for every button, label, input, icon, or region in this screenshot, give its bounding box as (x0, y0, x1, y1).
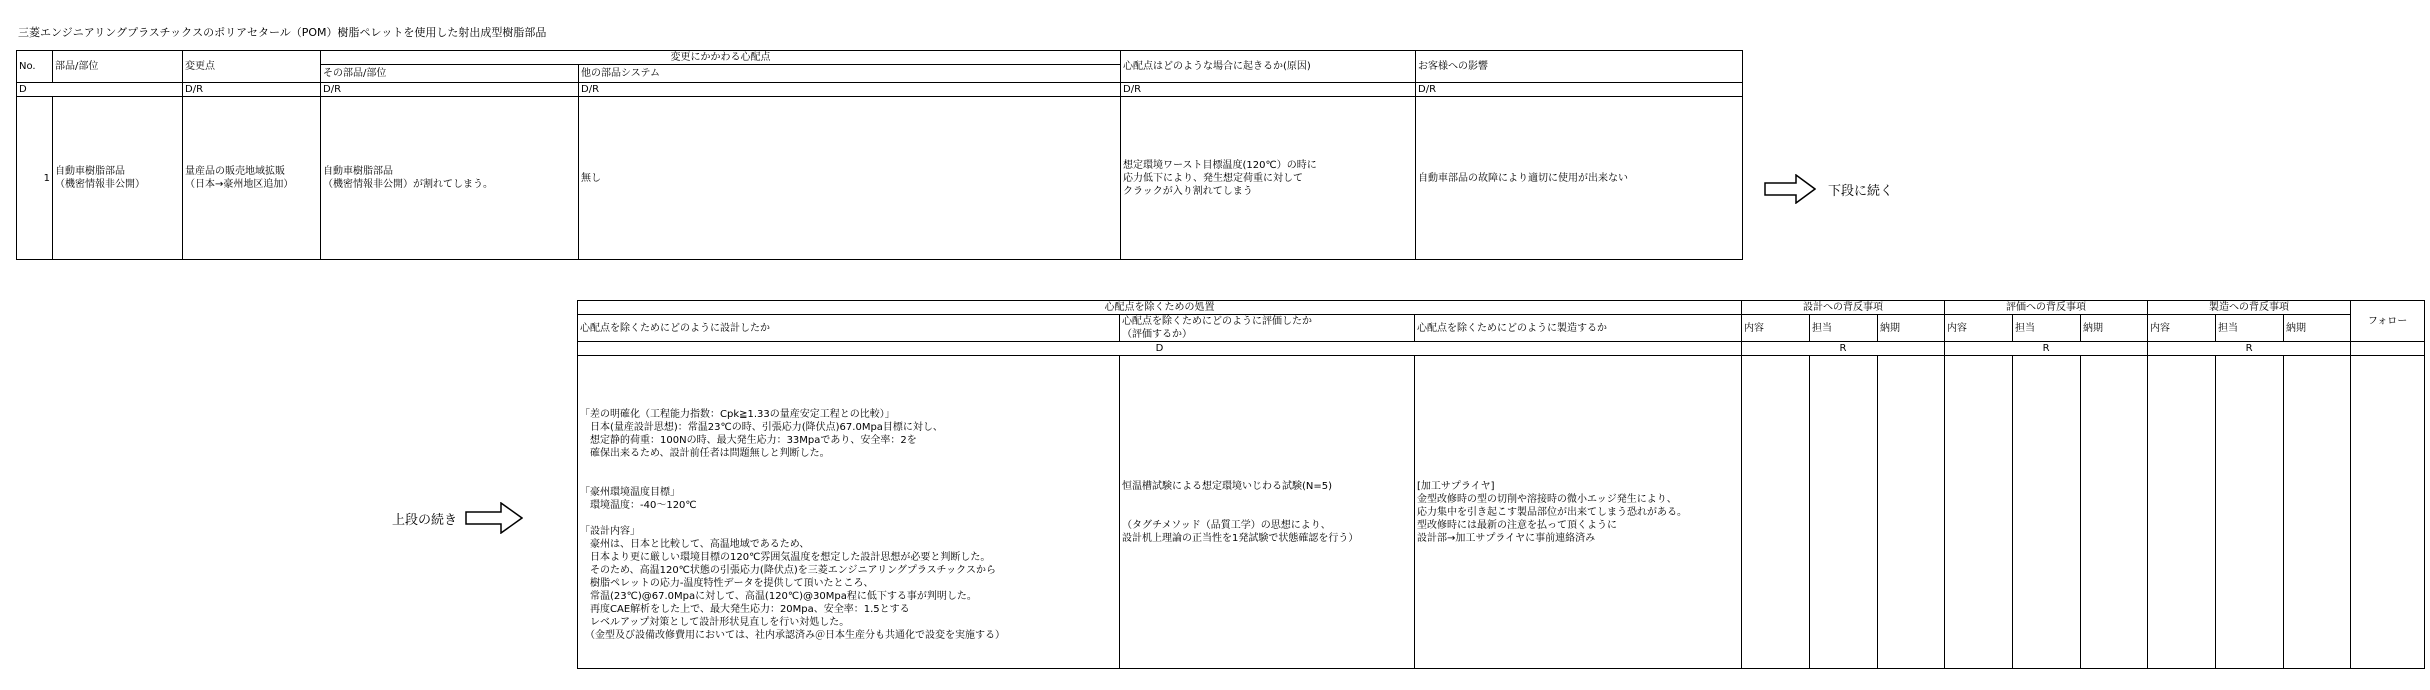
lower-worksheet-table (577, 300, 2425, 669)
mark-design: R (1742, 342, 1945, 356)
header-design-due: 納期 (1878, 315, 1945, 342)
cell-empty (2216, 356, 2284, 669)
page-title: 三菱エンジニアリングプラスチックスのポリアセタール（POM）樹脂ペレットを使用した射出成型樹脂部品 (18, 26, 547, 39)
right-arrow-icon (1764, 174, 1816, 204)
row-other-system: 無し (579, 97, 1121, 260)
header-evaluation-measure: 心配点を除くためにどのように評価したか （評価するか） (1120, 315, 1415, 342)
row-impact: 自動車部品の故障により適切に使用が出来ない (1416, 97, 1743, 260)
cell-empty (2351, 356, 2425, 669)
header-eval-due: 納期 (2081, 315, 2148, 342)
cell-empty (1742, 356, 1810, 669)
header-change-point: 変更点 (183, 51, 321, 83)
cell-empty (2148, 356, 2216, 669)
header-mfg-owner: 担当 (2216, 315, 2284, 342)
header-concern-group: 変更にかかわる心配点 (321, 51, 1121, 65)
mark-mfg: R (2148, 342, 2351, 356)
row-other-part: 自動車樹脂部品 （機密情報非公開）が割れてしまう。 (321, 97, 579, 260)
mark-measures: D (578, 342, 1742, 356)
cell-empty (2013, 356, 2081, 669)
row-part: 自動車樹脂部品 （機密情報非公開） (53, 97, 183, 260)
continued-from-above-note (392, 502, 523, 534)
mark-eval: R (1945, 342, 2148, 356)
row-change: 量産品の販売地域拡販 （日本→豪州地区追加） (183, 97, 321, 260)
continue-below-label: 下段に続く (1828, 183, 1894, 199)
upper-worksheet-table (16, 50, 1743, 260)
mark-follow-empty (2351, 342, 2425, 356)
header-design-content: 内容 (1742, 315, 1810, 342)
row-cause: 想定環境ワースト目標温度(120℃）の時に 応力低下により、発生想定荷重に対して クラックが入り割れてしまう (1121, 97, 1416, 260)
row-evaluation-measure: 恒温槽試験による想定環境いじわる試験(N=5) （タグチメソッド（品質工学）の思想により、 設計机上理論の正当性を1発試験で状態確認を行う） (1120, 356, 1415, 669)
mark-other-part: D/R (321, 83, 579, 97)
right-arrow-icon (465, 502, 523, 534)
cell-empty (2081, 356, 2148, 669)
mark-no: D (17, 83, 183, 97)
mark-impact: D/R (1416, 83, 1743, 97)
cell-empty (1810, 356, 1878, 669)
header-no: No. (17, 51, 53, 83)
mark-change: D/R (183, 83, 321, 97)
cell-empty (1878, 356, 1945, 669)
row-manufacturing-measure: [加工サプライヤ] 金型改修時の型の切削や溶接時の微小エッジ発生により、 応力集中を引き起こす製品部位が出来てしまう恐れがある。 型改修時には最新の注意を払って頂くように 設計部→加工サプライヤに事前連絡済み (1415, 356, 1742, 669)
continued-from-above-label: 上段の続き (392, 512, 458, 528)
mark-cause: D/R (1121, 83, 1416, 97)
mark-other-system: D/R (579, 83, 1121, 97)
header-evaluation-tradeoff: 評価への背反事項 (1945, 301, 2148, 315)
header-design-owner: 担当 (1810, 315, 1878, 342)
header-manufacturing-tradeoff: 製造への背反事項 (2148, 301, 2351, 315)
header-mfg-due: 納期 (2284, 315, 2351, 342)
cell-empty (2284, 356, 2351, 669)
header-cause: 心配点はどのような場合に起きるか(原因) (1121, 51, 1416, 83)
header-manufacturing-measure: 心配点を除くためにどのように製造するか (1415, 315, 1742, 342)
header-measures-group: 心配点を除くための処置 (578, 301, 1742, 315)
cell-empty (1945, 356, 2013, 669)
row-no: 1 (17, 97, 53, 260)
header-eval-owner: 担当 (2013, 315, 2081, 342)
header-design-tradeoff: 設計への背反事項 (1742, 301, 1945, 315)
row-design-measure: 「差の明確化（工程能力指数：Cpk≧1.33の量産安定工程との比較）」 日本(量産設計思想)：常温23℃の時、引張応力(降伏点)67.0Mpa目標に対し、 想定静的荷重：100Nの時、最大発生応力：33Mpaであり、安全率：2を 確保出来るため、設計前任者は問題無しと判断した。 「豪州環境温度目標」 環境温度：-40～120℃ 「設計内容」 豪州は、日本と比較して、高温地域であるため、 日本より更に厳しい環境目標の120℃雰囲気温度を想定した設計思想が必要と判断した。 そのため、高温120℃状態の引張応力(降伏点)を三菱エンジニアリングプラスチックスから 樹脂ペレットの応力-温度特性データを提供して頂いたところ、 常温(23℃)@67.0Mpaに対して、高温(120℃)@30Mpa程に低下する事が判明した。 再度CAE解析をした上で、最大発生応力：20Mpa、安全率：1.5とする レベルアップ対策として設計形状見直しを行い対処した。 （金型及び設備改修費用においては、社内承認済み＠日本生産分も共通化で設変を実施する） (578, 356, 1120, 669)
header-other-system: 他の部品システム (579, 65, 1121, 83)
header-follow-up: フォロー (2351, 301, 2425, 342)
continue-below-note (1764, 174, 1893, 204)
header-customer-impact: お客様への影響 (1416, 51, 1743, 83)
header-mfg-content: 内容 (2148, 315, 2216, 342)
header-eval-content: 内容 (1945, 315, 2013, 342)
header-other-part: その部品/部位 (321, 65, 579, 83)
header-design-measure: 心配点を除くためにどのように設計したか (578, 315, 1120, 342)
header-part: 部品/部位 (53, 51, 183, 83)
